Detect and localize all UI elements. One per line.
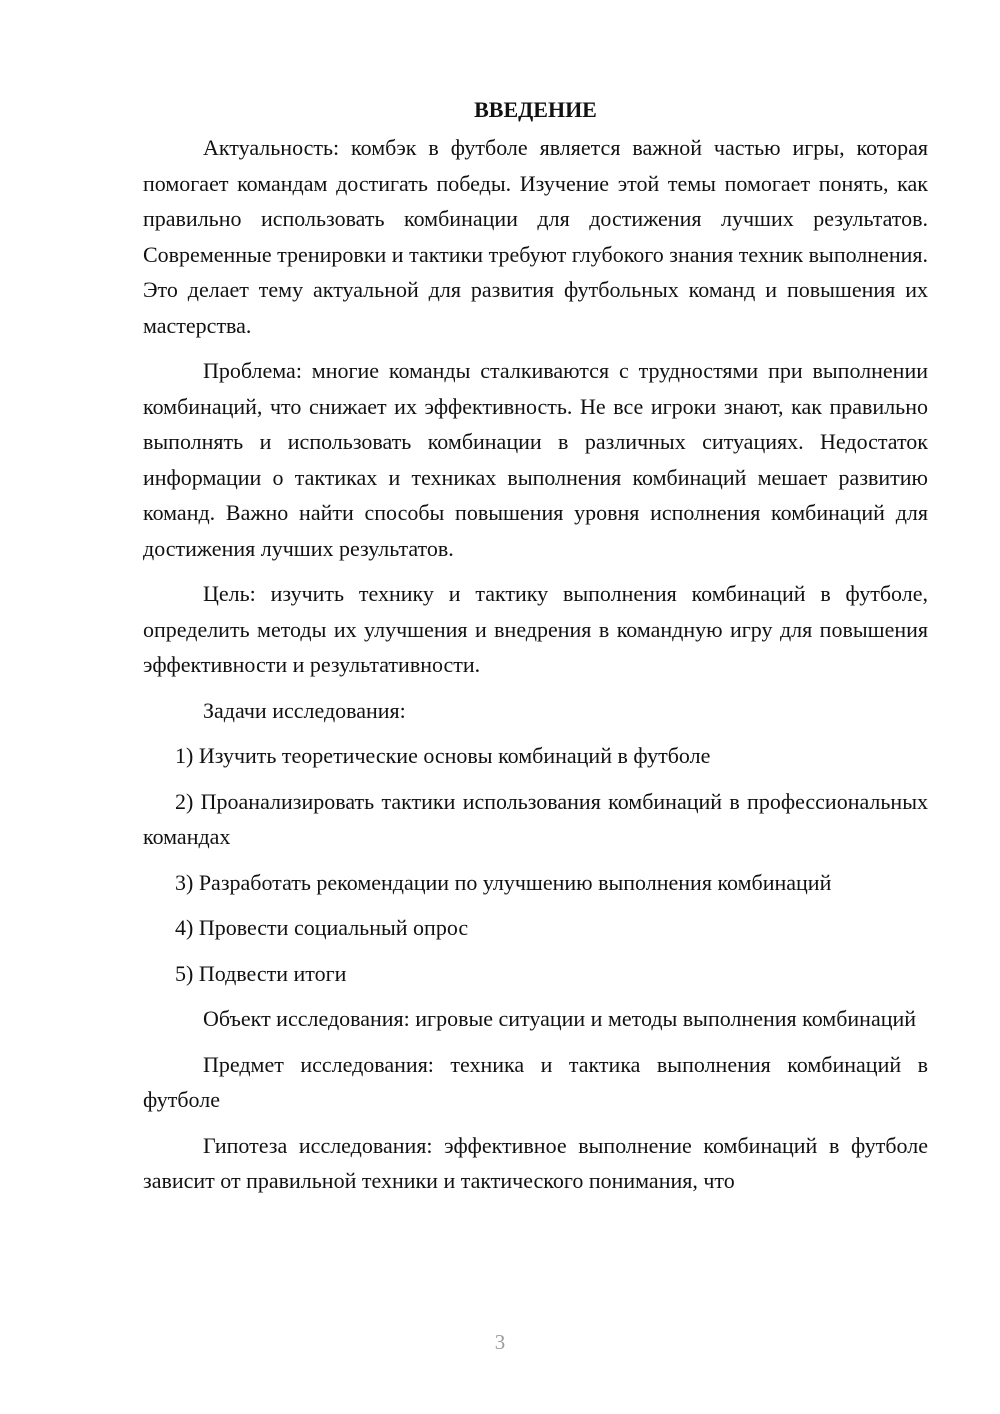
relevance-paragraph: Актуальность: комбэк в футболе является важной частью игры, которая помогает командам достигать победы. Изучение этой темы помогает понять, как правильно использовать комбинации для достижения лучших результатов. Современные тренировки и тактики требуют глубокого знания техник выполнения. Это делает тему актуальной для развития футбольных команд и повышения их мастерства. <box>143 135 928 338</box>
task-item: 3) Разработать рекомендации по улучшению выполнения комбинаций <box>175 869 832 895</box>
hypothesis-paragraph: Гипотеза исследования: эффективное выполнение комбинаций в футболе зависит от правильной техники и тактического понимания, что <box>143 1132 928 1193</box>
task-item: 4) Провести социальный опрос <box>175 915 469 940</box>
tasks-title: Задачи исследования: <box>203 697 406 723</box>
goal-paragraph: Цель: изучить технику и тактику выполнения комбинаций в футболе, определить методы их улучшения и внедрения в командную игру для повышения эффективности и результативности. <box>143 581 928 677</box>
task-item: 1) Изучить теоретические основы комбинаций в футболе <box>175 743 711 768</box>
subject-paragraph: Предмет исследования: техника и тактика выполнения комбинаций в футболе <box>143 1051 928 1112</box>
page-content <box>143 92 928 1209</box>
task-item: 5) Подвести итоги <box>175 960 347 986</box>
page-number: 3 <box>494 1330 506 1354</box>
task-item: 2) Проанализировать тактики использования комбинаций в профессиональных командах <box>143 788 928 849</box>
problem-paragraph: Проблема: многие команды сталкиваются с трудностями при выполнении комбинаций, что снижает их эффективность. Не все игроки знают, как правильно выполнять и использовать комбинации в различных ситуациях. Недостаток информации о тактиках и техниках выполнения комбинаций мешает развитию команд. Важно найти способы повышения уровня исполнения комбинаций для достижения лучших результатов. <box>143 358 928 561</box>
object-paragraph: Объект исследования: игровые ситуации и методы выполнения комбинаций <box>203 1006 917 1031</box>
section-heading: ВВЕДЕНИЕ <box>474 97 597 122</box>
